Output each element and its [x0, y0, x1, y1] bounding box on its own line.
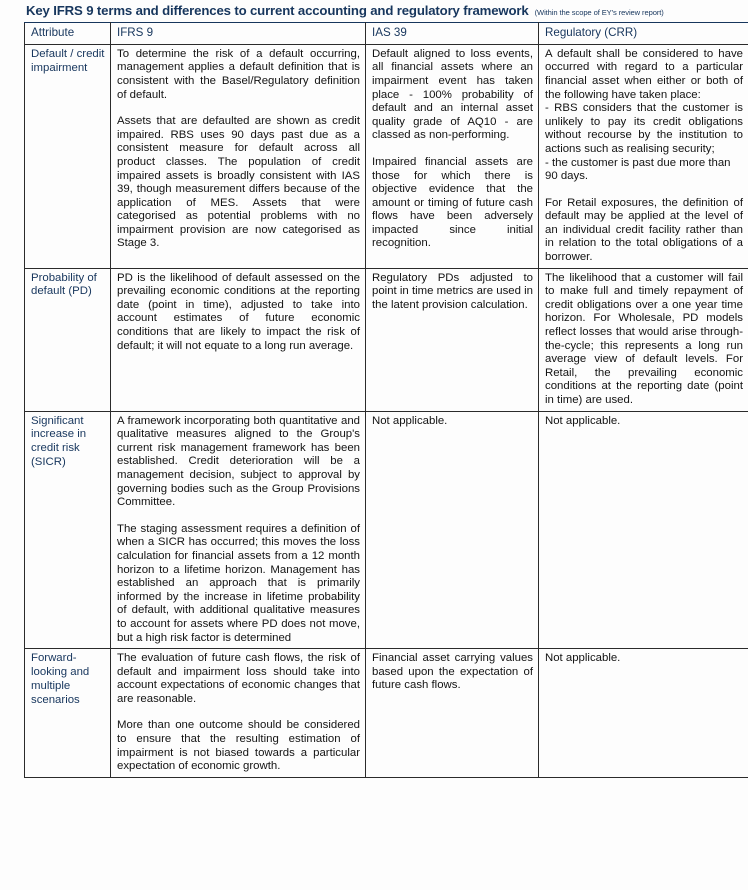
cell-crr	[539, 649, 748, 778]
cell-ifrs9	[111, 411, 366, 649]
ifrs9-comparison-table	[24, 22, 748, 778]
document-header	[0, 0, 748, 22]
paragraph: To determine the risk of a default occurring, management applies a default definition that is consistent with the Basel/Regulatory definition of default.	[117, 47, 360, 101]
table-body	[25, 44, 748, 777]
cell-ias39	[366, 44, 539, 268]
row-attribute-label: Probability of default (PD)	[25, 268, 111, 411]
cell-ifrs9	[111, 44, 366, 268]
table-row	[25, 649, 748, 778]
paragraph: Financial asset carrying values based upon the expectation of future cash flows.	[372, 652, 533, 692]
paragraph: For Retail exposures, the definition of default may be applied at the level of an individual credit facility rather than in relation to the total obligations of a borrower.	[545, 196, 743, 264]
page-subtitle: (Within the scope of EY's review report)	[534, 7, 664, 17]
column-header-ifrs9: IFRS 9	[111, 23, 366, 45]
paragraph: The staging assessment requires a definition of when a SICR has occurred; this moves the loss calculation for financial assets from a 12 month horizon to a lifetime horizon. Management has established an approach that is primarily informed by the increase in lifetime probability of default, with additional qualitative measures to account for assets where PD does not move, but a high risk factor is determined	[117, 522, 360, 644]
paragraph: PD is the likelihood of default assessed on the prevailing economic conditions at the reporting date (point in time), adjusted to take into account estimates of future economic conditions that are likely to impact the risk of default; it will not equate to a long run average.	[117, 271, 360, 352]
paragraph: Regulatory PDs adjusted to point in time metrics are used in the latent provision calculation.	[372, 271, 533, 311]
paragraph: A default shall be considered to have occurred with regard to a particular financial asset when either or both of the following have taken place:	[545, 47, 743, 101]
paragraph: A framework incorporating both quantitative and qualitative measures aligned to the Group's current risk management framework has been established. Credit deterioration will be a management decision, subject to approval by governing bodies such as the Group Provisions Committee.	[117, 414, 360, 509]
table-row	[25, 44, 748, 268]
paragraph: - the customer is past due more than 90 days.	[545, 156, 731, 183]
cell-ifrs9	[111, 649, 366, 778]
paragraph: Impaired financial assets are those for which there is objective evidence that the amount or timing of future cash flows have been adversely impacted since initial recognition.	[372, 155, 533, 250]
cell-ias39	[366, 268, 539, 411]
paragraph: Default aligned to loss events, all financial assets where an impairment event has taken place - 100% probability of default and an internal asset quality grade of AQ10 - are classed as non-performing.	[372, 47, 533, 142]
paragraph: The likelihood that a customer will fail to make full and timely repayment of credit obligations over a one year time horizon. For Wholesale, PD models reflect losses that would arise through-the-cycle; this represents a long run average view of default levels. For Retail, the prevailing economic conditions at the reporting date (point in time) are used.	[545, 271, 743, 407]
paragraph: The evaluation of future cash flows, the risk of default and impairment loss should take into account expectations of economic changes that are reasonable.	[117, 652, 360, 705]
paragraph: Assets that are defaulted are shown as credit impaired. RBS uses 90 days past due as a consistent measure for default across all product classes. The population of credit impaired assets is broadly consistent with IAS 39, though measurement differs because of the application of MES. Assets that were categorised as potential problems with no impairment provision are now categorised as Stage 3.	[117, 115, 360, 250]
cell-ifrs9	[111, 268, 366, 411]
column-header-attribute: Attribute	[25, 23, 111, 45]
row-attribute-label: Forward-looking and multiple scenarios	[25, 649, 111, 778]
cell-crr	[539, 411, 748, 649]
table-row	[25, 268, 748, 411]
cell-ias39	[366, 411, 539, 649]
paragraph: Not applicable.	[545, 652, 621, 665]
paragraph: Not applicable.	[545, 414, 621, 427]
row-attribute-label: Significant increase in credit risk (SICR)	[25, 411, 111, 649]
column-header-ias39: IAS 39	[366, 23, 539, 45]
paragraph: - RBS considers that the customer is unlikely to pay its credit obligations without recourse by the institution to actions such as realising security;	[545, 102, 743, 155]
column-header-crr: Regulatory (CRR)	[539, 23, 748, 45]
cell-crr	[539, 268, 748, 411]
cell-crr	[539, 44, 748, 268]
row-attribute-label: Default / credit impairment	[25, 44, 111, 268]
paragraph: More than one outcome should be considered to ensure that the resulting estimation of impairment is not biased towards a particular expectation of economic growth.	[117, 719, 360, 773]
table-header-row	[25, 23, 748, 45]
cell-ias39	[366, 649, 539, 778]
paragraph: Not applicable.	[372, 414, 448, 427]
page-title: Key IFRS 9 terms and differences to current accounting and regulatory framework	[26, 3, 529, 18]
table-row	[25, 411, 748, 649]
